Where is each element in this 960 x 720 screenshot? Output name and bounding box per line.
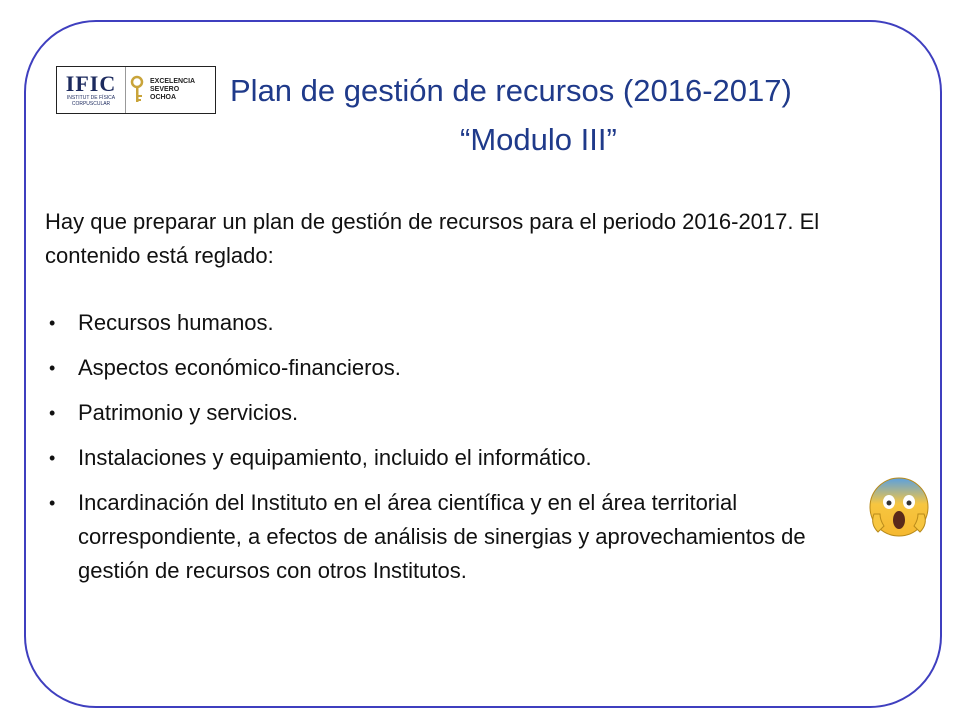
bullet-dot: • xyxy=(49,448,56,468)
ific-logo-mark xyxy=(57,67,126,113)
excellence-label xyxy=(148,78,215,102)
bullet-item xyxy=(45,306,925,340)
bullet-dot: • xyxy=(49,358,56,378)
bullet-dot: • xyxy=(49,493,56,513)
bullet-item xyxy=(45,351,925,385)
bullet-text: Incardinación del Instituto en el área científica y en el área territorial correspondiente, a efectos de análisis de sinergias y aprovechamientos de gestión de recursos con otros Institutos. xyxy=(78,490,806,583)
bullet-dot: • xyxy=(49,403,56,423)
intro-paragraph: Hay que preparar un plan de gestión de recursos para el periodo 2016-2017. El contenido está reglado: xyxy=(45,209,820,268)
bullet-dot: • xyxy=(49,313,56,333)
bullet-item xyxy=(45,441,925,475)
slide-title: Plan de gestión de recursos (2016-2017) xyxy=(230,73,792,108)
bullet-text: Patrimonio y servicios. xyxy=(78,400,299,425)
key-icon xyxy=(126,67,148,113)
excellence-line: SEVERO xyxy=(150,86,180,93)
excellence-line: EXCELENCIA xyxy=(150,78,196,85)
bullet-text: Recursos humanos. xyxy=(78,310,274,335)
ific-logo xyxy=(56,66,216,114)
bullet-list xyxy=(45,306,925,599)
bullet-item xyxy=(45,486,925,588)
bullet-item xyxy=(45,396,925,430)
excellence-line: OCHOA xyxy=(150,94,177,101)
ific-logo-subtext: INSTITUT DE FÍSICA CORPUSCULAR xyxy=(66,95,116,107)
slide-subtitle: “Modulo III” xyxy=(460,122,617,157)
bullet-text: Instalaciones y equipamiento, incluido el informático. xyxy=(78,445,592,470)
ific-logo-text: IFIC xyxy=(65,71,117,96)
screaming-face-icon xyxy=(868,476,930,538)
bullet-text: Aspectos económico-financieros. xyxy=(78,355,401,380)
